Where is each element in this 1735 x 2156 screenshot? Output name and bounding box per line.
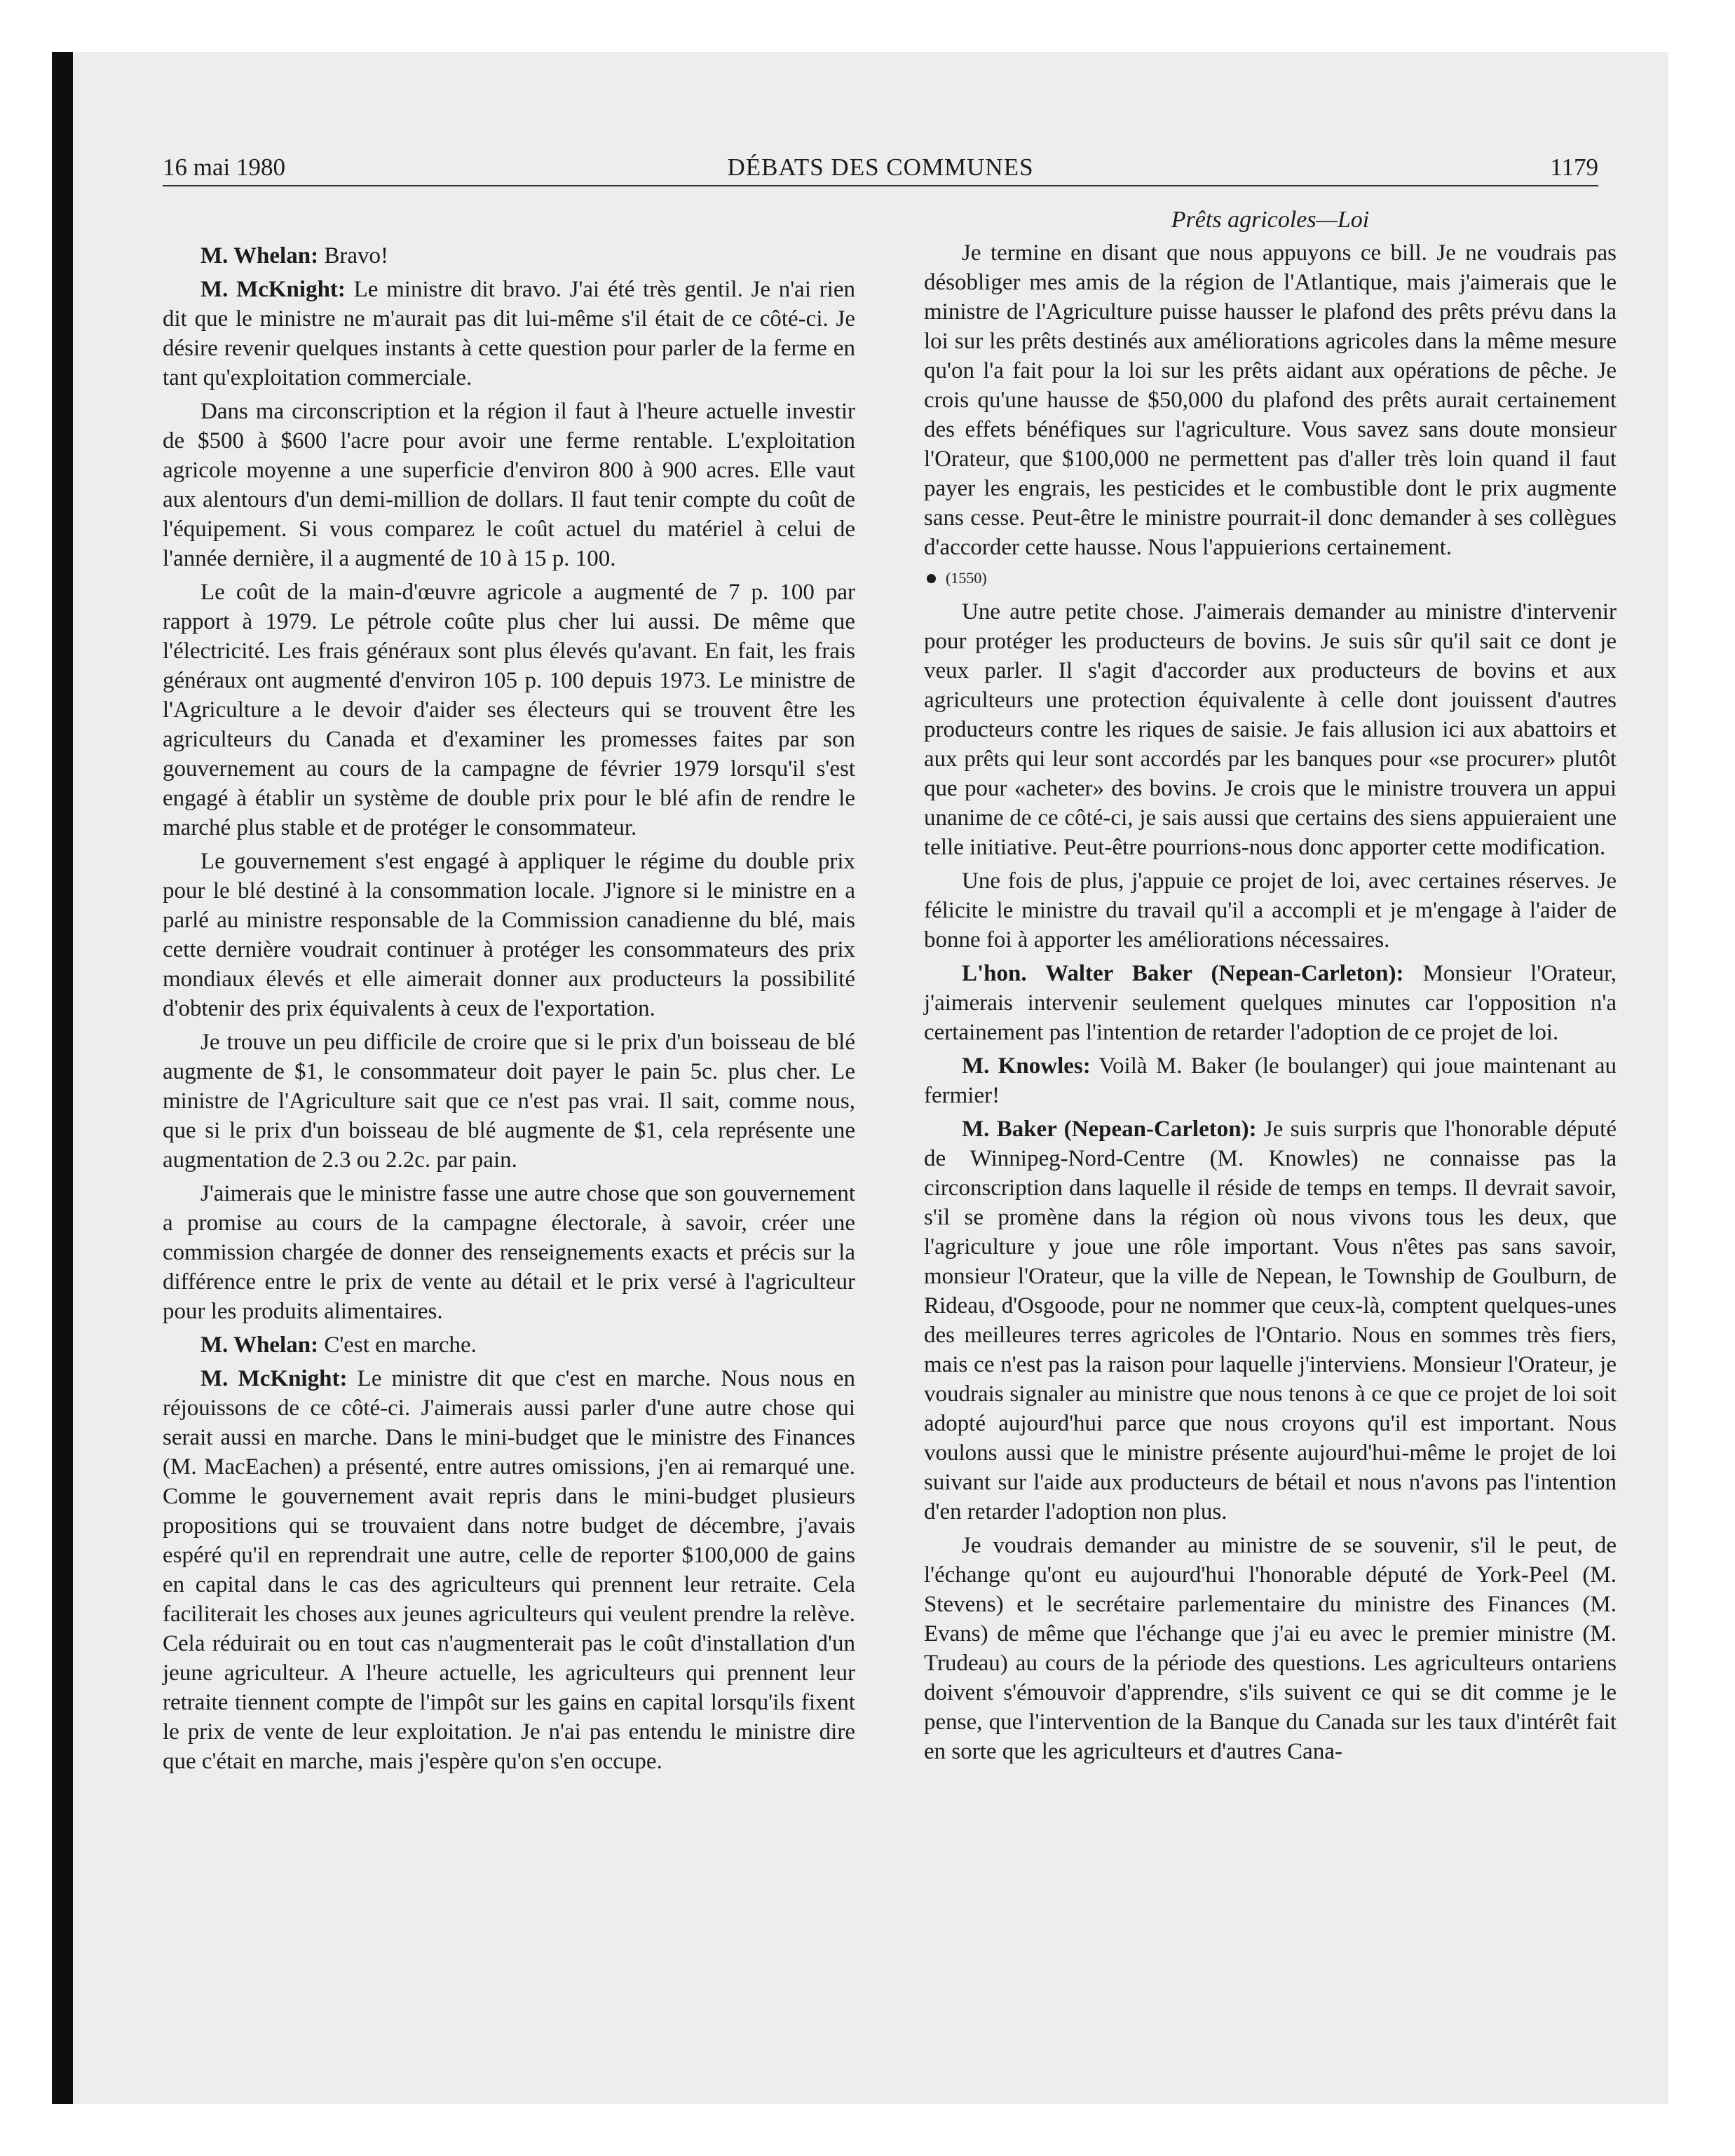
paragraph-text: Je trouve un peu difficile de croire que si le prix d'un boisseau de blé augmente de $1, le consommateur doit payer le pain 5c. plus cher. Le ministre de l'Agriculture sait que ce n'est pas vrai. Il sait, comme nous, que si le prix d'un boisseau de blé augmente de $1, cela représente une augmentation de 2.3 ou 2.2c. par pain. bbox=[163, 1030, 855, 1173]
paragraph bbox=[163, 275, 855, 393]
paragraph-text: Le coût de la main-d'œuvre agricole a augmenté de 7 p. 100 par rapport à 1979. Le pétrole coûte plus cher lui aussi. De même que l'électricité. Les frais généraux sont plus élevés qu'avant. En fait, les frais généraux ont augmenté d'environ 105 p. 100 depuis 1973. Le ministre de l'Agriculture a le devoir d'aider ses électeurs qui se trouvent être les agriculteurs du Canada et d'examiner les promesses faites par son gouvernement au cours de la campagne de février 1979 lorsqu'il s'est engagé à établir un système de double prix pour le blé afin de rendre le marché plus stable et de protéger le consommateur. bbox=[163, 580, 855, 840]
bullet-icon bbox=[927, 574, 936, 583]
speaker-name: L'hon. Walter Baker (Nepean-Carleton): bbox=[962, 961, 1404, 986]
paragraph bbox=[924, 597, 1617, 862]
speaker-name: M. Whelan: bbox=[200, 243, 319, 268]
time-marker-text: (1550) bbox=[946, 569, 987, 587]
right-column-part-2 bbox=[924, 597, 1617, 1766]
paragraph bbox=[163, 1179, 855, 1326]
speaker-name: M. McKnight: bbox=[200, 277, 346, 302]
paragraph bbox=[924, 1114, 1617, 1527]
left-column bbox=[163, 241, 855, 1780]
paragraph-text: Le ministre dit bravo. J'ai été très gentil. Je n'ai rien dit que le ministre ne m'aurait pas dit lui-même s'il était de ce côté-ci. Je désire revenir quelques instants à cette question pour parler de la ferme en tant qu'exploitation commerciale. bbox=[163, 277, 855, 390]
speaker-name: M. McKnight: bbox=[200, 1366, 348, 1391]
paragraph bbox=[924, 959, 1617, 1047]
paragraph bbox=[163, 847, 855, 1023]
paragraph-text: Une fois de plus, j'appuie ce projet de loi, avec certaines réserves. Je félicite le ministre du travail qu'il a accompli et je m'engage à l'aider de bonne foi à apporter les améliorations nécessaires. bbox=[924, 868, 1617, 953]
paragraph-text: Dans ma circonscription et la région il faut à l'heure actuelle investir de $500 à $600 l'acre pour avoir une ferme rentable. L'exploitation agricole moyenne a une superficie d'environ 800 à 900 acres. Elle vaut aux alentours d'un demi-million de dollars. Il faut tenir compte du coût de l'équipement. Si vous comparez le coût actuel du matériel à celui de l'année dernière, il a augmenté de 10 à 15 p. 100. bbox=[163, 399, 855, 571]
paragraph-text: Le ministre dit que c'est en marche. Nous nous en réjouissons de ce côté-ci. J'aimerais aussi parler d'une autre chose qui serait aussi en marche. Dans le mini-budget que le ministre des Finances (M. MacEachen) a présenté, entre autres omissions, j'en ai remarqué une. Comme le gouvernement avait repris dans le mini-budget plusieurs propositions qui se trouvaient dans notre budget de décembre, j'avais espéré qu'il en reprendrait une autre, celle de reporter $100,000 de gains en capital dans le cas des agriculteurs qui prennent leur retraite. Cela faciliterait les choses aux jeunes agriculteurs qui veulent prendre la relève. Cela réduirait ou en tout cas n'augmenterait pas le coût d'installation d'un jeune agriculteur. A l'heure actuelle, les agriculteurs qui prennent leur retraite tiennent compte de l'impôt sur les gains en capital lorsqu'ils fixent le prix de vente de leur exploitation. Je n'ai pas entendu le ministre dire que c'était en marche, mais j'espère qu'on s'en occupe. bbox=[163, 1366, 855, 1774]
right-column-part-1 bbox=[924, 238, 1617, 562]
paragraph bbox=[924, 1531, 1617, 1766]
paragraph-text: C'est en marche. bbox=[318, 1332, 477, 1358]
paragraph-text: Je suis surpris que l'honorable député de Winnipeg-Nord-Centre (M. Knowles) ne connaisse pas la circonscription dans laquelle il réside de temps en temps. Il devrait savoir, s'il se promène dans la région où nous vivons tous les deux, que l'agriculture y joue une rôle important. Vous n'êtes pas sans savoir, monsieur l'Orateur, que la ville de Nepean, le Township de Goulburn, de Rideau, d'Osgoode, pour ne nommer que ceux-là, comptent quelques-unes des meilleures terres agricoles de l'Ontario. Nous en sommes très fiers, mais ce n'est pas la raison pour laquelle j'interviens. Monsieur l'Orateur, je voudrais signaler au ministre que nous tenons à ce que ce projet de loi soit adopté aujourd'hui parce que nous croyons qu'il est important. Nous voulons aussi que le ministre présente aujourd'hui-même le projet de loi suivant sur l'aide aux producteurs de bétail et nous n'avons pas l'intention d'en retarder l'adoption non plus. bbox=[924, 1117, 1617, 1524]
section-title: Prêts agricoles—Loi bbox=[1171, 207, 1370, 233]
paragraph-text: J'aimerais que le ministre fasse une autre chose que son gouvernement a promise au cours de la campagne électorale, à savoir, créer une commission chargée de donner des renseignements exacts et précis sur la différence entre le prix de vente au détail et le prix versé à l'agriculteur pour les produits alimentaires. bbox=[163, 1181, 855, 1324]
speaker-name: M. Baker (Nepean-Carleton): bbox=[962, 1117, 1257, 1142]
paragraph bbox=[163, 1364, 855, 1776]
speaker-name: M. Knowles: bbox=[962, 1053, 1091, 1079]
paragraph bbox=[924, 866, 1617, 955]
paragraph bbox=[163, 1330, 855, 1360]
page-header bbox=[163, 150, 1598, 186]
paragraph bbox=[924, 1051, 1617, 1110]
paragraph-text: Bravo! bbox=[318, 243, 388, 268]
paragraph bbox=[924, 238, 1617, 562]
paragraph bbox=[163, 397, 855, 573]
paragraph-text: Le gouvernement s'est engagé à appliquer le régime du double prix pour le blé destiné à la consommation locale. J'ignore si le ministre en a parlé au ministre responsable de la Commission canadienne du blé, mais cette dernière voudrait continuer à protéger les consommateurs des prix mondiaux élevés et elle aimerait donner aux producteurs la possibilité d'obtenir des prix équivalents à ceux de l'exportation. bbox=[163, 849, 855, 1021]
speaker-name: M. Whelan: bbox=[200, 1332, 319, 1358]
paragraph bbox=[163, 241, 855, 271]
header-title: DÉBATS DES COMMUNES bbox=[727, 153, 1034, 181]
scan-edge bbox=[52, 52, 73, 2104]
right-column bbox=[924, 203, 1617, 1770]
paragraph-text: Une autre petite chose. J'aimerais demander au ministre d'intervenir pour protéger les producteurs de bovins. Je suis sûr qu'il sait ce dont je veux parler. Il s'agit d'accorder aux producteurs de bovins et aux agriculteurs une protection équivalente à celle dont jouissent d'autres producteurs contre les riques de saisie. Je fais allusion ici aux abattoirs et aux prêts qui leur sont accordés par les banques pour «se procurer» plutôt que pour «acheter» des bovins. Je crois que le ministre trouvera un appui unanime de ce côté-ci, je sais aussi que certains des siens appuieraient une telle initiative. Peut-être pourrions-nous donc apporter cette modification. bbox=[924, 599, 1617, 860]
paragraph bbox=[163, 578, 855, 842]
paragraph-text: Monsieur l'Orateur, j'aimerais intervenir seulement quelques minutes car l'opposition n'a certainement pas l'intention de retarder l'adoption de ce projet de loi. bbox=[924, 961, 1617, 1045]
header-date: 16 mai 1980 bbox=[163, 153, 285, 181]
header-page-number: 1179 bbox=[1550, 153, 1598, 181]
paragraph-text: Voilà M. Baker (le boulanger) qui joue maintenant au fermier! bbox=[924, 1053, 1617, 1108]
paragraph-text: Je voudrais demander au ministre de se souvenir, s'il le peut, de l'échange qu'ont eu aujourd'hui l'honorable député de York-Peel (M. Stevens) et le secrétaire parlementaire du ministre des Finances (M. Evans) de même que l'échange que j'ai eu avec le premier ministre (M. Trudeau) au cours de la période des questions. Les agriculteurs ontariens doivent s'émouvoir d'apprendre, s'ils suivent ce qui se dit comme je le pense, que l'intervention de la Banque du Canada sur les taux d'intérêt fait en sorte que les agriculteurs et d'autres Cana- bbox=[924, 1533, 1617, 1764]
paragraph-text: Je termine en disant que nous appuyons ce bill. Je ne voudrais pas désobliger mes amis de la région de l'Atlantique, mais j'aimerais que le ministre de l'Agriculture puisse hausser le plafond des prêts prévu dans la loi sur les prêts destinés aux améliorations agricoles dans la même mesure qu'on l'a fait pour la loi sur les prêts aidant aux opérations de pêche. Je crois qu'une hausse de $50,000 du plafond des prêts aurait certainement des effets bénéfiques sur l'agriculture. Vous savez sans doute monsieur l'Orateur, que $100,000 ne permettent pas d'aller très loin quand il faut payer les engrais, les pesticides et le combustible dont le prix augmente sans cesse. Peut-être le ministre pourrait-il donc demander à ses collègues d'accorder cette hausse. Nous l'appuierions certainement. bbox=[924, 240, 1617, 560]
time-marker bbox=[924, 566, 1617, 590]
paragraph bbox=[163, 1028, 855, 1175]
